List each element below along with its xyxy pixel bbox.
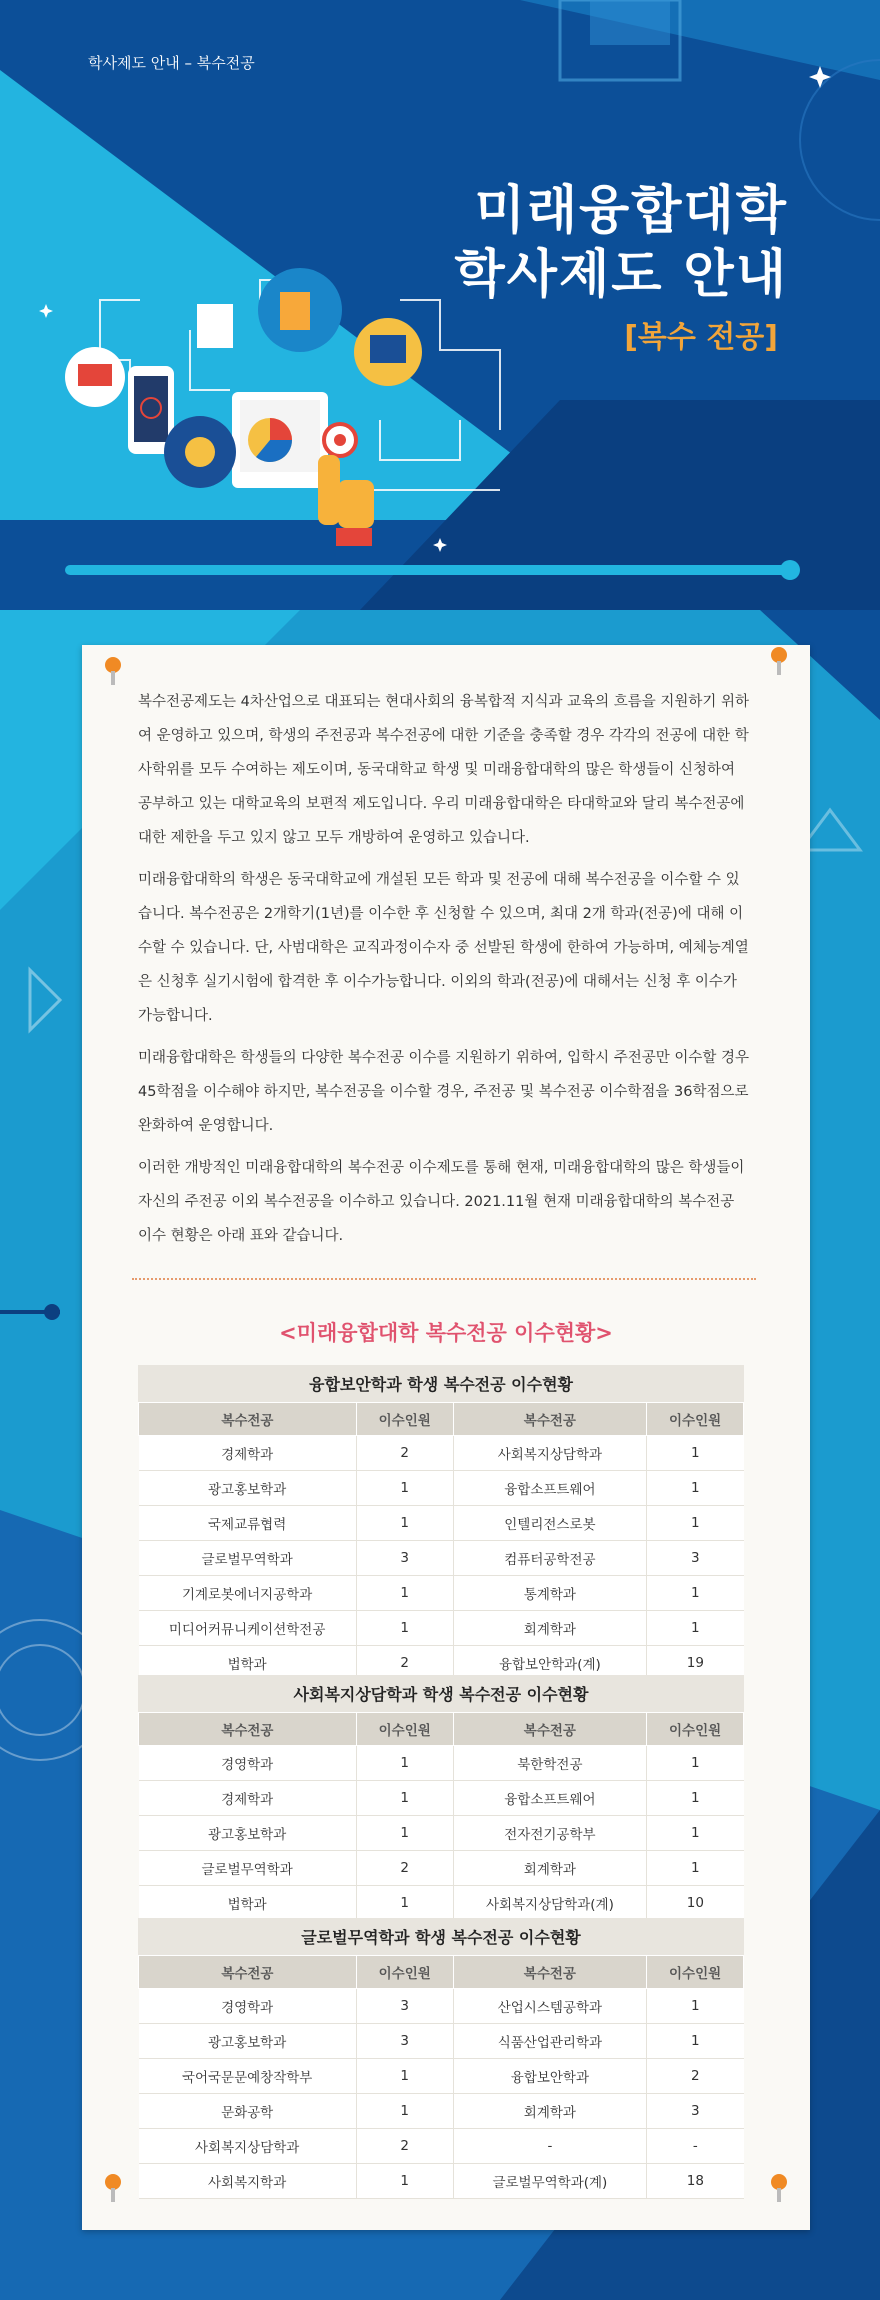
intro-paragraph: 미래융합대학의 학생은 동국대학교에 개설된 모든 학과 및 전공에 대해 복수전공을 이수할 수 있습니다. 복수전공은 2개학기(1년)를 이수한 후 신청할 수 있으며, 최대 2개 학과(전공)에 대해 이수할 수 있습니다. 단, 사범대학은 교직과정이수자 중 선발된 학생에 한하여 가능하며, 예체능계열은 신청후 실기시험에 합격한 후 이수가능합니다. 이외의 학과(전공)에 대해서는 신청 후 이수가 가능합니다. <box>138 872 749 1024</box>
table-cell: 사회복지상담학과 <box>453 1436 647 1471</box>
page-subtitle: [복수 전공] <box>624 320 778 355</box>
stats-table <box>138 1918 744 2199</box>
table-cell: 국제교류협력 <box>139 1506 357 1541</box>
table-cell: 법학과 <box>139 1886 357 1921</box>
table-row <box>139 2024 744 2059</box>
table-cell: 기계로봇에너지공학과 <box>139 1576 357 1611</box>
table-cell: 광고홍보학과 <box>139 2024 357 2059</box>
table-cell: 1 <box>647 1506 744 1541</box>
table-cell: 광고홍보학과 <box>139 1471 357 1506</box>
stats-title: <미래융합대학 복수전공 이수현황> <box>279 1321 613 1345</box>
table-cell: 2 <box>356 1851 453 1886</box>
table-caption: 융합보안학과 학생 복수전공 이수현황 <box>138 1365 744 1402</box>
table-cell: 회계학과 <box>453 1851 647 1886</box>
table-cell: 융합보안학과 <box>453 2059 647 2094</box>
table-row <box>139 1506 744 1541</box>
pin-icon <box>102 655 124 687</box>
table-cell: 회계학과 <box>453 1611 647 1646</box>
table-cell: 1 <box>647 1746 744 1781</box>
table-cell: 전자전기공학부 <box>453 1816 647 1851</box>
table-cell: 1 <box>647 1851 744 1886</box>
table-cell: 국어국문문예창작학부 <box>139 2059 357 2094</box>
pin-icon <box>102 2172 124 2204</box>
stats-table <box>138 1675 744 1921</box>
table-cell: 3 <box>647 2094 744 2129</box>
table-cell: 광고홍보학과 <box>139 1816 357 1851</box>
table-cell: 1 <box>647 1989 744 2024</box>
table-row <box>139 1989 744 2024</box>
table-row <box>139 1541 744 1576</box>
table-row <box>139 1576 744 1611</box>
table-caption: 글로벌무역학과 학생 복수전공 이수현황 <box>138 1918 744 1955</box>
table-row <box>139 1851 744 1886</box>
table-cell: 2 <box>356 1646 453 1681</box>
table-cell: 융합소프트웨어 <box>453 1471 647 1506</box>
column-header: 이수인원 <box>647 1713 744 1746</box>
table-cell: 1 <box>647 1816 744 1851</box>
table-cell: 1 <box>647 1471 744 1506</box>
table-cell: 융합보안학과(계) <box>453 1646 647 1681</box>
table-row <box>139 1781 744 1816</box>
table-cell: 3 <box>356 2024 453 2059</box>
divider <box>132 1278 756 1280</box>
column-header: 이수인원 <box>356 1713 453 1746</box>
table-cell: 경제학과 <box>139 1781 357 1816</box>
table-cell: 사회복지학과 <box>139 2164 357 2199</box>
pin-icon <box>768 645 790 677</box>
table-row <box>139 1471 744 1506</box>
table-cell: 1 <box>647 1436 744 1471</box>
content-card <box>82 645 810 2230</box>
table-cell: 통계학과 <box>453 1576 647 1611</box>
table-caption: 사회복지상담학과 학생 복수전공 이수현황 <box>138 1675 744 1712</box>
table-row <box>139 1611 744 1646</box>
table-cell: 글로벌무역학과 <box>139 1541 357 1576</box>
table-cell: 경영학과 <box>139 1746 357 1781</box>
hero-banner <box>0 0 880 610</box>
table-cell: 1 <box>356 1506 453 1541</box>
stats-table <box>138 1365 744 1681</box>
table-cell: 법학과 <box>139 1646 357 1681</box>
table-row <box>139 1886 744 1921</box>
table-cell: 1 <box>647 2024 744 2059</box>
table-row <box>139 2164 744 2199</box>
table-row <box>139 1746 744 1781</box>
table-cell: 1 <box>647 1576 744 1611</box>
table-cell: 1 <box>356 2059 453 2094</box>
column-header: 이수인원 <box>356 1403 453 1436</box>
table-cell: 식품산업관리학과 <box>453 2024 647 2059</box>
table-cell: 3 <box>647 1541 744 1576</box>
pin-icon <box>768 2172 790 2204</box>
table-cell: 미디어커뮤니케이션학전공 <box>139 1611 357 1646</box>
table-row <box>139 2094 744 2129</box>
table-cell: 문화공학 <box>139 2094 357 2129</box>
column-header: 복수전공 <box>453 1956 647 1989</box>
table-cell: 2 <box>356 1436 453 1471</box>
table-cell: 경제학과 <box>139 1436 357 1471</box>
column-header: 이수인원 <box>647 1956 744 1989</box>
intro-paragraph: 이러한 개방적인 미래융합대학의 복수전공 이수제도를 통해 현재, 미래융합대학의 많은 학생들이 자신의 주전공 이외 복수전공을 이수하고 있습니다. 2021.11월 현재 미래융합대학의 복수전공 이수 현황은 아래 표와 같습니다. <box>138 1160 745 1244</box>
intro-paragraph: 복수전공제도는 4차산업으로 대표되는 현대사회의 융복합적 지식과 교육의 흐름을 지원하기 위하여 운영하고 있으며, 학생의 주전공과 복수전공에 대한 기준을 충족할 경우 각각의 전공에 대한 학사학위를 모두 수여하는 제도이며, 동국대학교 학생 및 미래융합대학의 많은 학생들이 신청하여 공부하고 있는 대학교육의 보편적 제도입니다. 우리 미래융합대학은 타대학교와 달리 복수전공에 대한 제한을 두고 있지 않고 모두 개방하여 운영하고 있습니다. <box>138 694 749 846</box>
table-cell: 3 <box>356 1989 453 2024</box>
table-cell: 2 <box>356 2129 453 2164</box>
table-cell: 1 <box>356 1746 453 1781</box>
table-cell: 인텔리전스로봇 <box>453 1506 647 1541</box>
table-cell: 경영학과 <box>139 1989 357 2024</box>
table-cell: 글로벌무역학과(계) <box>453 2164 647 2199</box>
column-header: 복수전공 <box>139 1713 357 1746</box>
table-cell: 회계학과 <box>453 2094 647 2129</box>
table-cell: 1 <box>356 2094 453 2129</box>
column-header: 복수전공 <box>139 1403 357 1436</box>
column-header: 이수인원 <box>356 1956 453 1989</box>
column-header: 복수전공 <box>453 1713 647 1746</box>
table-row <box>139 2059 744 2094</box>
column-header: 복수전공 <box>139 1956 357 1989</box>
table-cell: 1 <box>356 1611 453 1646</box>
table-cell: 컴퓨터공학전공 <box>453 1541 647 1576</box>
table-cell: 산업시스템공학과 <box>453 1989 647 2024</box>
table-cell: - <box>647 2129 744 2164</box>
table-header-row <box>139 1713 744 1746</box>
table-row <box>139 1436 744 1471</box>
intro-paragraph: 미래융합대학은 학생들의 다양한 복수전공 이수를 지원하기 위하여, 입학시 주전공만 이수할 경우 45학점을 이수해야 하지만, 복수전공을 이수할 경우, 주전공 및 복수전공 이수학점을 36학점으로 완화하여 운영합니다. <box>138 1050 749 1134</box>
intro-text <box>138 685 750 1261</box>
table-cell: 1 <box>647 1611 744 1646</box>
table-cell: 사회복지상담학과 <box>139 2129 357 2164</box>
table-cell: 1 <box>356 1886 453 1921</box>
table-cell: 3 <box>356 1541 453 1576</box>
table-cell: 19 <box>647 1646 744 1681</box>
page-title-line1: 미래융합대학 <box>474 181 788 241</box>
column-header: 이수인원 <box>647 1403 744 1436</box>
table-row <box>139 2129 744 2164</box>
table-header-row <box>139 1956 744 1989</box>
column-header: 복수전공 <box>453 1403 647 1436</box>
table-cell: 융합소프트웨어 <box>453 1781 647 1816</box>
table-cell: 사회복지상담학과(계) <box>453 1886 647 1921</box>
table-header-row <box>139 1403 744 1436</box>
table-cell: - <box>453 2129 647 2164</box>
table-row <box>139 1816 744 1851</box>
table-cell: 18 <box>647 2164 744 2199</box>
page-title-line2: 학사제도 안내 <box>454 245 788 305</box>
table-cell: 2 <box>647 2059 744 2094</box>
table-cell: 1 <box>647 1781 744 1816</box>
table-cell: 1 <box>356 1576 453 1611</box>
table-cell: 10 <box>647 1886 744 1921</box>
breadcrumb: 학사제도 안내 – 복수전공 <box>88 54 255 72</box>
table-cell: 1 <box>356 1471 453 1506</box>
table-cell: 1 <box>356 1781 453 1816</box>
table-cell: 1 <box>356 2164 453 2199</box>
table-cell: 글로벌무역학과 <box>139 1851 357 1886</box>
table-cell: 북한학전공 <box>453 1746 647 1781</box>
table-cell: 1 <box>356 1816 453 1851</box>
